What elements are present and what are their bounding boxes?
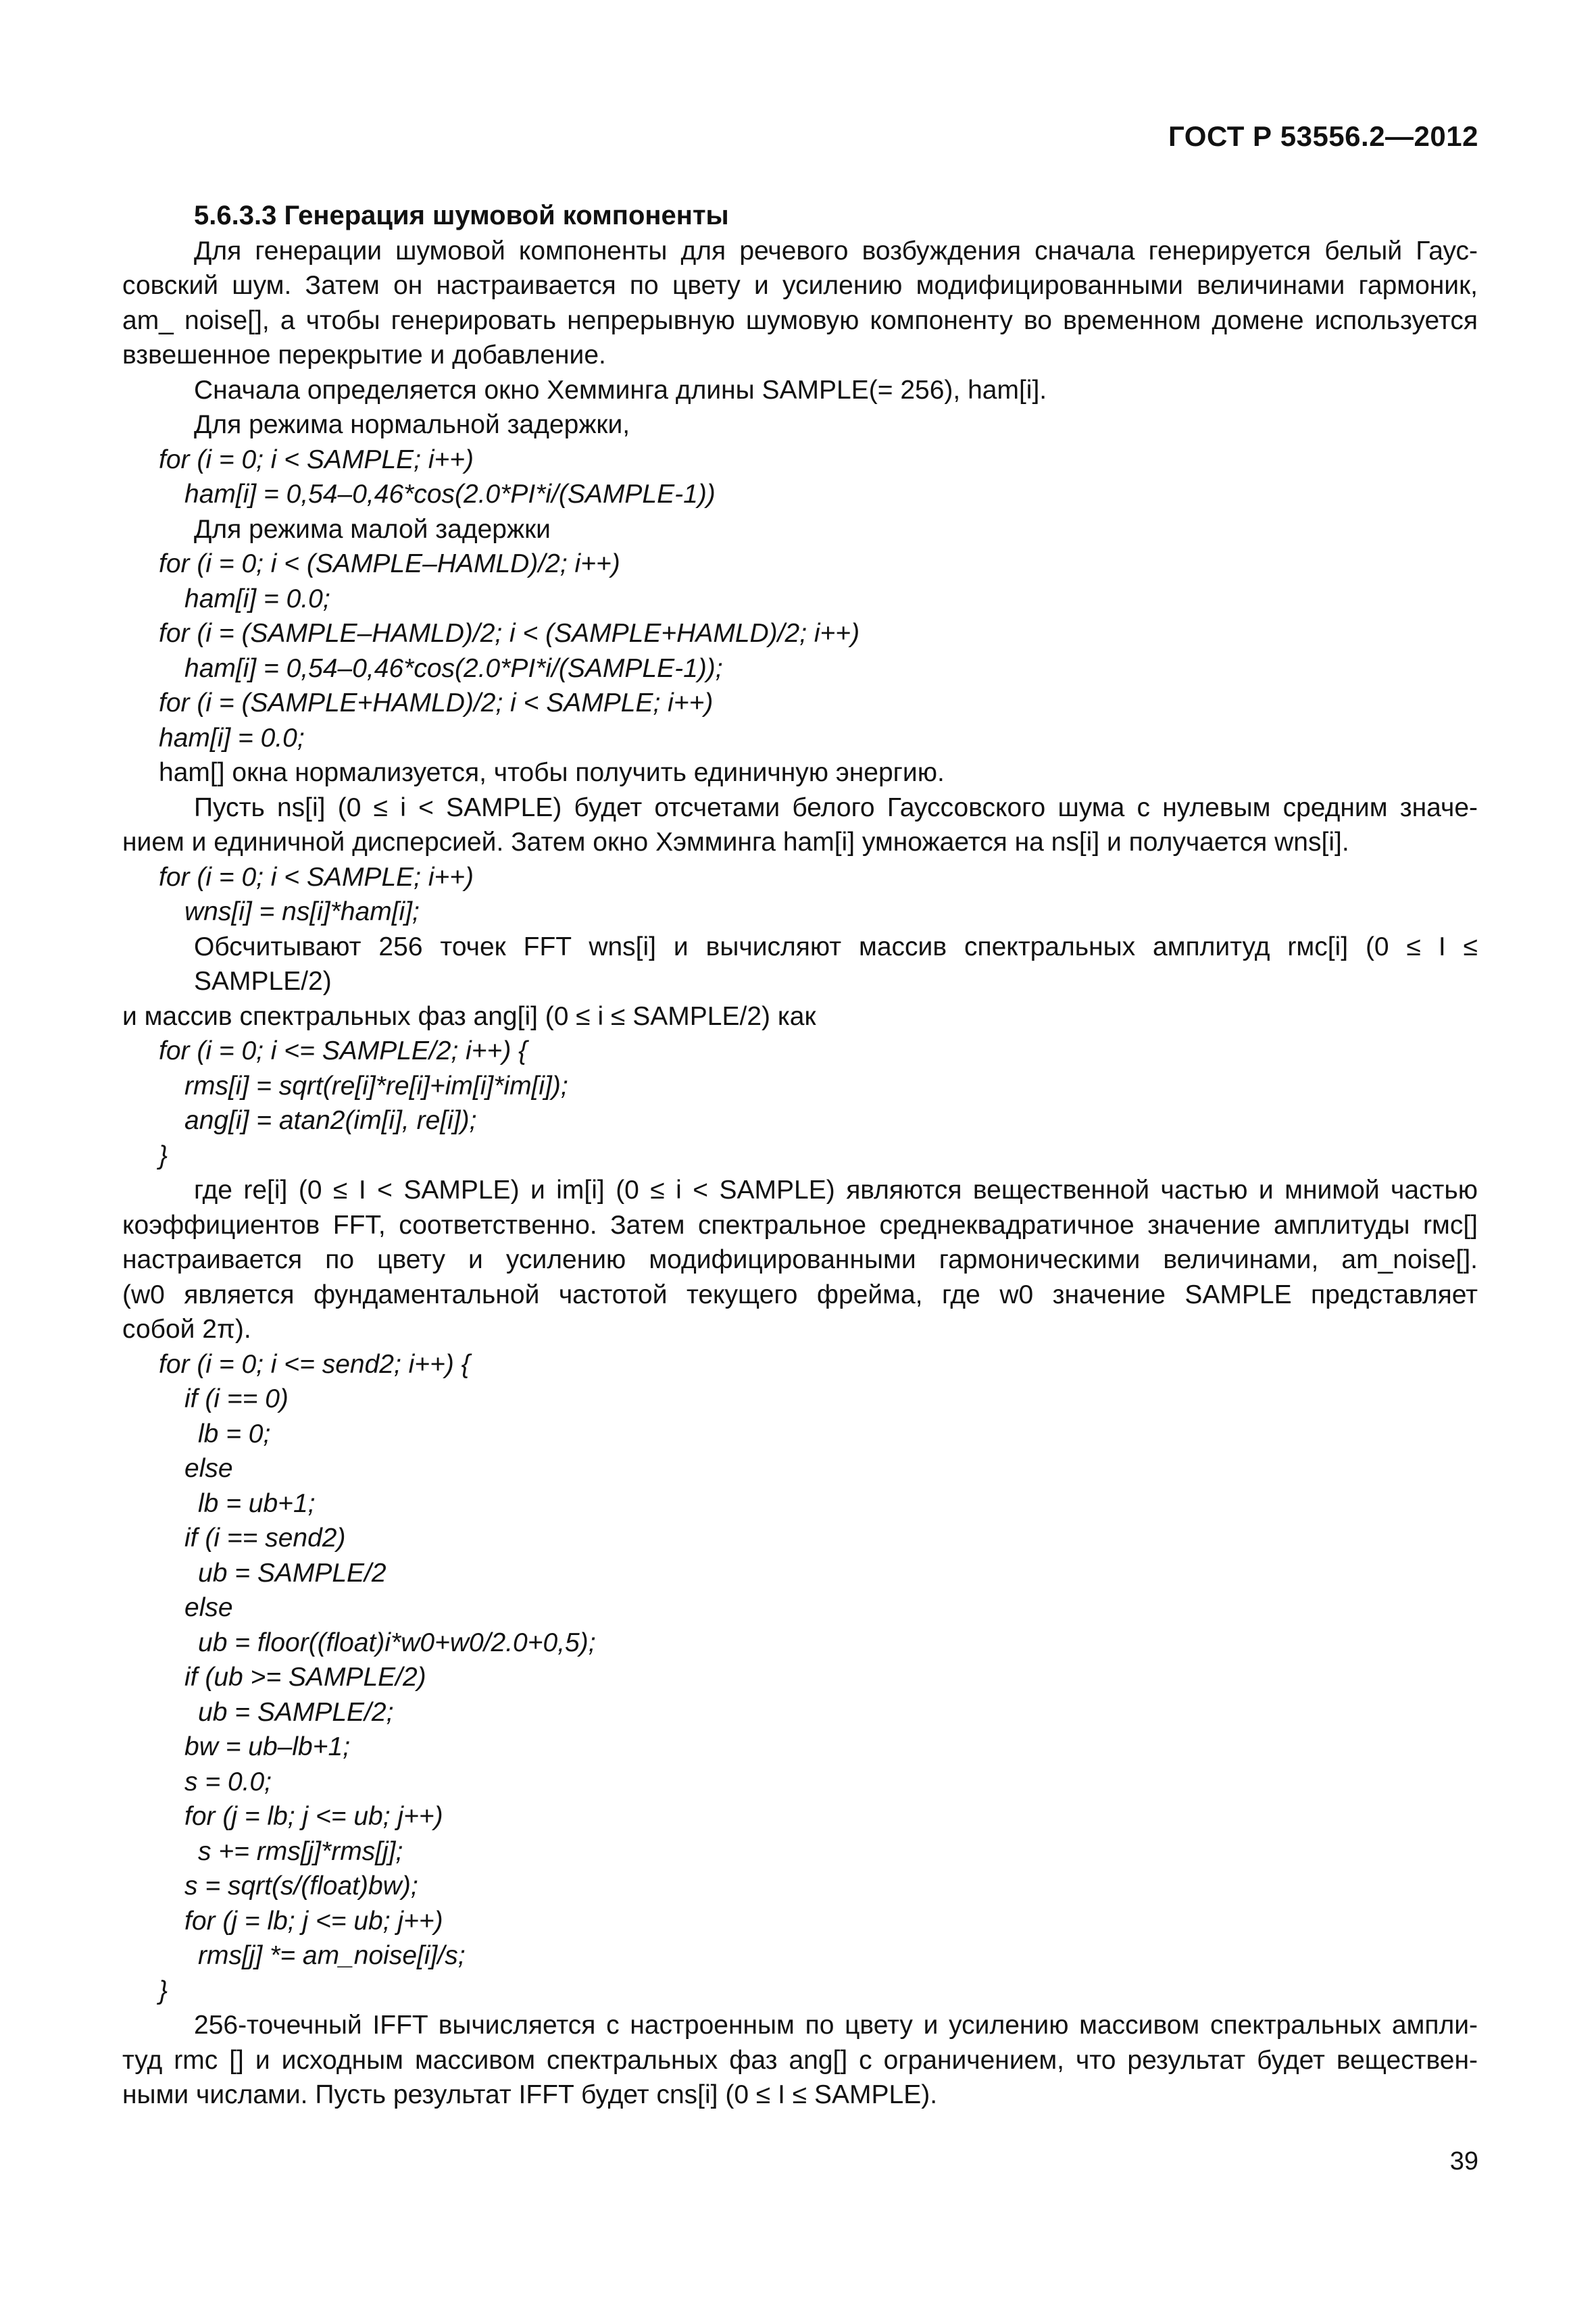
code-line: ham[i] = 0,54–0,46*cos(2.0*PI*i/(SAMPLE-1))	[184, 480, 716, 509]
text-line: совский шум. Затем он настраивается по цвету и усилению модифицированными величинами гармоник,	[122, 271, 1478, 300]
text-line: ham[] окна нормализуется, чтобы получить единичную энергию.	[159, 758, 945, 787]
text-line: собой 2π).	[122, 1315, 251, 1344]
code-line: bw = ub–lb+1;	[184, 1732, 351, 1761]
code-line: ham[i] = 0,54–0,46*cos(2.0*PI*i/(SAMPLE-1));	[184, 653, 723, 683]
code-line: rms[j] *= am_noise[i]/s;	[198, 1941, 466, 1970]
code-line: for (i = 0; i < SAMPLE; i++)	[159, 445, 474, 474]
code-line: ham[i] = 0.0;	[159, 723, 305, 753]
text-line: где re[i] (0 ≤ I < SAMPLE) и im[i] (0 ≤ i < SAMPLE) являются вещественной частью и мнимой частью	[194, 1176, 1478, 1205]
code-line: if (i == send2)	[184, 1524, 346, 1553]
code-line: s = sqrt(s/(float)bw);	[184, 1871, 418, 1901]
text-line: 256-точечный IFFT вычисляется с настроенным по цвету и усилению массивом спектральных ампли-	[194, 2011, 1478, 2040]
code-line: ub = floor((float)i*w0+w0/2.0+0,5);	[198, 1628, 596, 1657]
code-line: s = 0.0;	[184, 1767, 272, 1796]
code-line: }	[159, 1140, 168, 1170]
code-line: for (i = 0; i <= send2; i++) {	[159, 1349, 470, 1379]
text-line: взвешенное перекрытие и добавление.	[122, 341, 606, 370]
code-line: wns[i] = ns[i]*ham[i];	[184, 897, 420, 926]
text-line: нием и единичной дисперсией. Затем окно Хэмминга ham[i] умножается на ns[i] и получается wns[i].	[122, 828, 1349, 857]
code-line: if (ub >= SAMPLE/2)	[184, 1663, 426, 1692]
document-id-header: ГОСТ Р 53556.2—2012	[1168, 120, 1478, 152]
code-line: else	[184, 1454, 233, 1483]
code-line: rms[i] = sqrt(re[i]*re[i]+im[i]*im[i]);	[184, 1071, 568, 1101]
code-line: else	[184, 1593, 233, 1622]
text-line: и массив спектральных фаз ang[i] (0 ≤ i ≤ SAMPLE/2) как	[122, 1001, 816, 1031]
text-line: Обсчитывают 256 точек FFT wns[i] и вычисляют массив спектральных амплитуд rмс[i] (0 ≤ I ≤ SAMPLE/2)	[194, 932, 1478, 996]
section-title: 5.6.3.3 Генерация шумовой компоненты	[194, 201, 729, 230]
code-line: lb = 0;	[198, 1419, 271, 1449]
code-line: for (i = 0; i < SAMPLE; i++)	[159, 862, 474, 892]
code-line: }	[159, 1976, 168, 2005]
text-line: Для режима нормальной задержки,	[194, 410, 630, 439]
text-line: Для генерации шумовой компоненты для речевого возбуждения сначала генерируется белый Гаус-	[194, 236, 1478, 266]
text-line: (w0 является фундаментальной частотой текущего фрейма, где w0 значение SAMPLE представляет	[122, 1280, 1478, 1309]
page-number: 39	[1449, 2147, 1478, 2175]
code-line: ham[i] = 0.0;	[184, 584, 330, 613]
text-line: am_ noise[], а чтобы генерировать непрерывную шумовую компоненту во временном домене используется	[122, 305, 1478, 335]
code-line: ub = SAMPLE/2	[198, 1558, 386, 1588]
text-line: Для режима малой задержки	[194, 514, 551, 544]
code-line: for (i = (SAMPLE–HAMLD)/2; i < (SAMPLE+HAMLD)/2; i++)	[159, 619, 860, 648]
text-line: настраивается по цвету и усилению модифицированными гармоническими величинами, am_noise[].	[122, 1245, 1478, 1274]
code-line: for (i = 0; i < (SAMPLE–HAMLD)/2; i++)	[159, 549, 620, 578]
section-body	[122, 199, 1478, 2113]
code-line: for (j = lb; j <= ub; j++)	[184, 1906, 443, 1936]
text-line: туд rmc [] и исходным массивом спектральных фаз ang[] с ограничением, что результат будет веществен-	[122, 2045, 1478, 2075]
text-line: ными числами. Пусть результат IFFT будет cns[i] (0 ≤ I ≤ SAMPLE).	[122, 2080, 938, 2109]
code-line: ub = SAMPLE/2;	[198, 1697, 394, 1727]
code-line: for (i = 0; i <= SAMPLE/2; i++) {	[159, 1036, 528, 1065]
text-line: Пусть ns[i] (0 ≤ i < SAMPLE) будет отсчетами белого Гауссовского шума с нулевым средним значе-	[194, 793, 1478, 822]
text-line: Сначала определяется окно Хемминга длины SAMPLE(= 256), ham[i].	[194, 375, 1047, 405]
code-line: if (i == 0)	[184, 1384, 289, 1413]
code-line: lb = ub+1;	[198, 1488, 316, 1518]
code-line: for (j = lb; j <= ub; j++)	[184, 1802, 443, 1831]
code-line: s += rms[j]*rms[j];	[198, 1836, 403, 1866]
code-line: ang[i] = atan2(im[i], re[i]);	[184, 1106, 477, 1135]
text-line: коэффициентов FFT, соответственно. Затем спектральное среднеквадратичное значение амплитуды rмс[]	[122, 1210, 1478, 1240]
code-line: for (i = (SAMPLE+HAMLD)/2; i < SAMPLE; i++)	[159, 688, 714, 718]
